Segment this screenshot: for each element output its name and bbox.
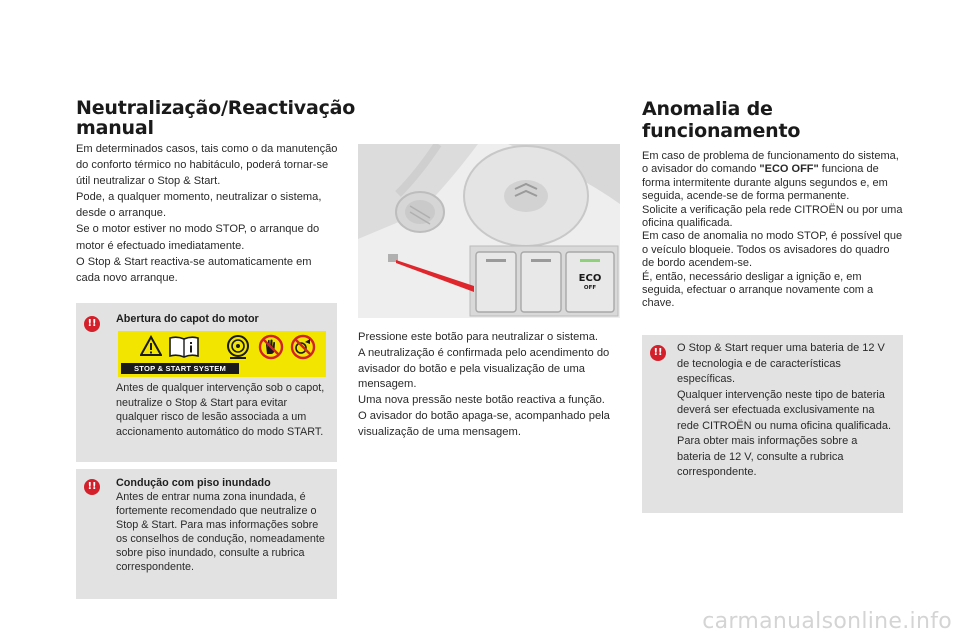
right-column xyxy=(642,98,904,311)
left-column xyxy=(76,97,356,286)
watermark: carmanualsonline.info xyxy=(702,609,952,634)
paragraph: Qualquer intervenção neste tipo de bateria deverá ser efectuada exclusivamente na rede CITROËN ou numa oficina qualificada. xyxy=(677,388,891,432)
malfunction-text xyxy=(642,150,904,311)
hood-box-title: Abertura do capot do motor xyxy=(116,313,259,325)
paragraph: Uma nova pressão neste botão reactiva a função. xyxy=(358,394,605,407)
section-title-malfunction: Anomalia de funcionamento xyxy=(642,98,801,142)
paragraph: A neutralização é confirmada pelo acendimento do avisador do botão e pela visualização de uma mensagem. xyxy=(358,346,610,391)
stop-start-label: STOP & START SYSTEM xyxy=(121,363,239,374)
dashboard-photo xyxy=(358,144,620,318)
paragraph: O Stop & Start requer uma bateria de 12 V de tecnologia e de características específicas. xyxy=(677,342,885,385)
paragraph: Em caso de anomalia no modo STOP, é possível que o veículo bloqueie. Todos os avisadores do quadro de bordo acendem-se. xyxy=(642,230,903,270)
paragraph: Em caso de problema de funcionamento do sistema, o avisador do comando "ECO OFF" funciona de forma intermitente durante alguns segundos e, em seguida, acende-se de forma permanente. xyxy=(642,150,899,203)
flood-box-title: Condução com piso inundado xyxy=(116,477,271,489)
paragraph: Pressione este botão para neutralizar o sistema. xyxy=(358,331,599,343)
no-hand-icon xyxy=(258,334,284,360)
eco-label: ECO xyxy=(578,273,602,284)
eco-off-button-illustration xyxy=(358,144,620,318)
paragraph: Em determinados casos, tais como o da manutenção do conforto térmico no habitáculo, poderá tornar-se útil neutralizar o Stop & Start. xyxy=(76,143,338,188)
eco-off-reference: "ECO OFF" xyxy=(759,163,819,176)
fan-belt-icon xyxy=(226,334,250,360)
paragraph: O Stop & Start reactiva-se automaticamente em cada novo arranque. xyxy=(76,255,312,284)
battery-warning-box xyxy=(642,335,903,513)
warning-icon: !! xyxy=(84,479,100,495)
hood-warning-box xyxy=(76,303,337,462)
stop-start-pictogram xyxy=(118,331,326,377)
paragraph: Solicite a verificação pela rede CITROËN ou por uma oficina qualificada. xyxy=(642,203,903,230)
hood-box-text: Antes de qualquer intervenção sob o capot, neutralize o Stop & Start para evitar qualquer risco de lesão associada a um accionamento automático do modo START. xyxy=(116,382,325,438)
paragraph: É, então, necessário desligar a ignição e, em seguida, efectuar o arranque novamente com a chave. xyxy=(642,270,874,310)
battery-box-text xyxy=(677,341,892,481)
flood-box-text: Antes de entrar numa zona inundada, é fortemente recomendado que neutralize o Stop & Start. Para mas informações sobre os conselhos de condução, nomeadamente sobre piso inundado, consulte a rubrica correspondente. xyxy=(116,491,325,573)
paragraph: Se o motor estiver no modo STOP, o arranque do motor é efectuado imediatamente. xyxy=(76,223,320,252)
warning-triangle-icon xyxy=(140,335,162,357)
flood-warning-box xyxy=(76,469,337,599)
paragraph: Para obter mais informações sobre a bateria de 12 V, consulte a rubrica correspondente. xyxy=(677,435,858,478)
no-fan-touch-icon xyxy=(290,334,316,360)
manual-book-icon xyxy=(168,335,200,359)
neutralization-text xyxy=(76,141,338,286)
paragraph: Pode, a qualquer momento, neutralizar o sistema, desde o arranque. xyxy=(76,191,322,220)
off-label: OFF xyxy=(583,285,597,291)
paragraph: O avisador do botão apaga-se, acompanhado pela visualização de uma mensagem. xyxy=(358,409,610,438)
warning-icon: !! xyxy=(84,316,100,332)
section-title-neutralization: Neutralização/Reactivação manual xyxy=(76,97,356,139)
warning-icon: !! xyxy=(650,345,666,361)
eco-off-instructions xyxy=(358,330,623,441)
